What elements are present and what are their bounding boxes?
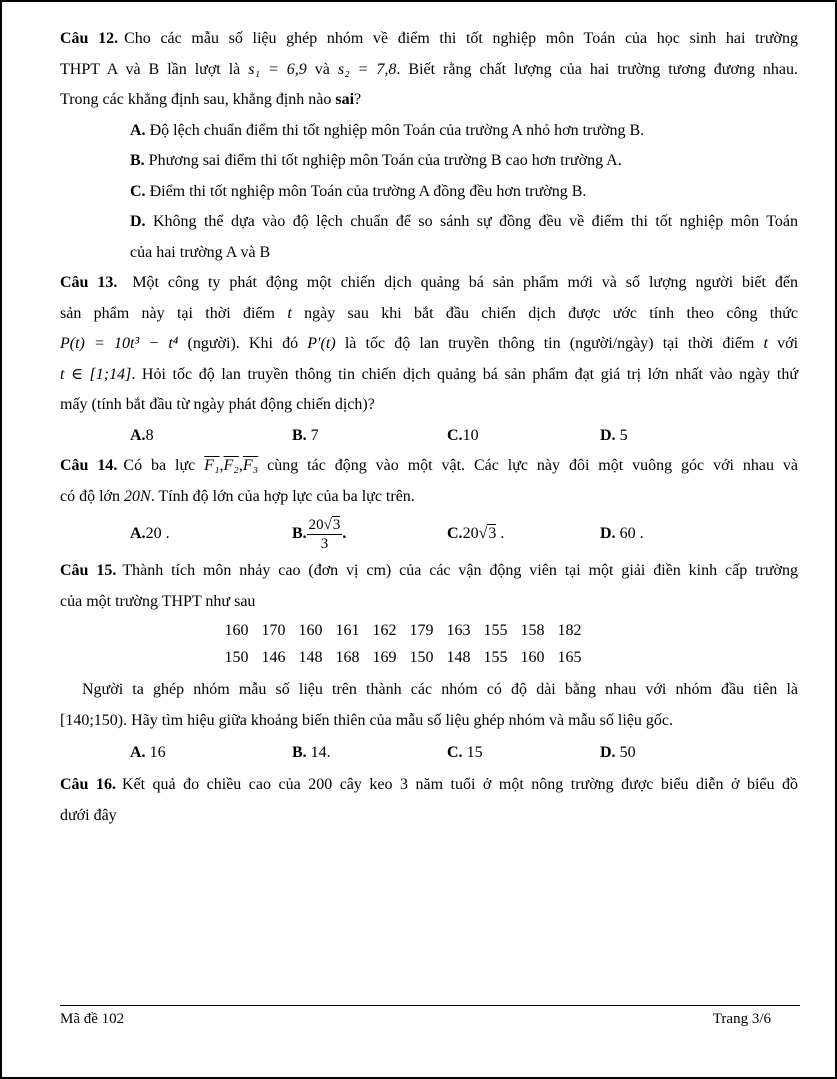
page-number: Trang 3/6 <box>712 1011 771 1027</box>
q14-option-b[interactable]: B. $\frac{20√3}{3}$ . <box>292 516 347 552</box>
q16-line-2: dưới đây <box>60 806 117 824</box>
q13-line-2: sản phẩm này tại thời điểm t ngày sau khi bắt đầu chiến dịch được ước tính theo công thức <box>60 304 799 322</box>
vector-f3: F₃ <box>242 457 259 474</box>
q14-line-1: Câu 14. Có ba lực F₁,F₂,F₃ cùng tác động vào một vật. Các lực này đôi một vuông góc với nhau và <box>60 457 799 474</box>
q12-line-1: Câu 12. Cho các mẫu số liệu ghép nhóm về điểm thi tốt nghiệp môn Toán của học sinh hai trường <box>60 30 799 47</box>
q15-line-1: Câu 15. Thành tích môn nhảy cao (đơn vị cm) của các vận động viên tại một giải điền kinh cấp trường <box>60 562 799 579</box>
question-14 <box>60 451 798 556</box>
q15-option-c[interactable]: C. 15 <box>447 744 483 761</box>
q14-option-a[interactable]: A.20 . <box>130 525 170 542</box>
q14-line-2: có độ lớn 20N. Tính độ lớn của hợp lực của ba lực trên. <box>60 487 415 505</box>
q12-option-d[interactable]: D. Không thể dựa vào độ lệch chuẩn để so sánh sự đồng đều về điểm thi tốt nghiệp môn Toán của hai trường A và B <box>130 213 798 261</box>
q13-option-d[interactable]: D. 5 <box>600 426 628 444</box>
q15-option-d[interactable]: D. 50 <box>600 744 636 761</box>
table-row: 160 170 160 161 162 179 163 155 158 182 <box>224 622 582 639</box>
q14-option-d[interactable]: D. 60 . <box>600 525 644 542</box>
question-number: Câu 13. <box>60 274 118 291</box>
question-number: Câu 12. <box>60 30 119 47</box>
q14-option-c[interactable]: C.20√3 . <box>447 525 505 542</box>
q13-option-c[interactable]: C.10 <box>447 426 479 444</box>
fraction: $\frac{20√3}{3}$ <box>308 516 341 552</box>
q15-option-a[interactable]: A. 16 <box>130 744 166 761</box>
q15-option-b[interactable]: B. 14. <box>292 744 331 761</box>
q13-option-b[interactable]: B. 7 <box>292 426 319 444</box>
q12-option-c[interactable]: C. Điểm thi tốt nghiệp môn Toán của trường A đồng đều hơn trường B. <box>130 182 587 200</box>
q15-line-3: Người ta ghép nhóm mẫu số liệu trên thành các nhóm có độ dài bằng nhau với nhóm đầu tiên là <box>82 681 798 698</box>
question-number: Câu 14. <box>60 457 118 474</box>
q13-line-3: P(t) = 10t³ − t⁴ (người). Khi đó P′(t) là tốc độ lan truyền thông tin (người/ngày) tại thời điểm t với <box>60 335 799 352</box>
page-content <box>60 24 798 831</box>
q12-line-2: THPT A và B lần lượt là s₁ = 6,9 và s₂ = 7,8. Biết rằng chất lượng của hai trường tương đương nhau. <box>60 60 799 78</box>
q15-line-4: [140;150). Hãy tìm hiệu giữa khoảng biến thiên của mẫu số liệu ghép nhóm và mẫu số liệu gốc. <box>60 711 673 729</box>
q12-line-3: Trong các khẳng định sau, khẳng định nào sai? <box>60 91 362 108</box>
data-table <box>218 617 588 671</box>
vector-f1: F₁ <box>204 457 220 474</box>
vector-f2: F₂ <box>223 457 239 474</box>
q12-option-a[interactable]: A. Độ lệch chuẩn điểm thi tốt nghiệp môn Toán của trường A nhỏ hơn trường B. <box>130 121 645 139</box>
q12-option-b[interactable]: B. Phương sai điểm thi tốt nghiệp môn Toán của trường B cao hơn trường A. <box>130 152 622 169</box>
formula-s2: s₂ = 7,8 <box>337 60 397 78</box>
q13-line-1: Câu 13. Một công ty phát động một chiến dịch quảng bá sản phẩm mới và số lượng người biết đến <box>60 274 799 291</box>
footer-divider <box>60 1005 800 1006</box>
exam-code: Mã đề 102 <box>60 1011 125 1027</box>
formula-s1: s₁ = 6,9 <box>248 60 307 78</box>
q13-options <box>60 421 798 452</box>
q16-line-1: Câu 16. Kết quả đo chiều cao của 200 cây keo 3 năm tuổi ở một nông trường được biểu diễn ở biểu đồ <box>60 776 799 793</box>
table-row: 150 146 148 168 169 150 148 155 160 165 <box>224 649 582 666</box>
question-number: Câu 15. <box>60 562 117 579</box>
interval: [140;150) <box>60 711 124 729</box>
formula-domain: t ∈ [1;14] <box>60 365 132 383</box>
q15-line-2: của một trường THPT như sau <box>60 592 256 610</box>
q13-option-a[interactable]: A.8 <box>130 426 154 444</box>
question-16 <box>60 770 798 831</box>
q15-options <box>60 736 798 770</box>
formula-deriv: P′(t) <box>307 335 336 352</box>
question-13 <box>60 268 798 451</box>
question-number: Câu 16. <box>60 776 116 793</box>
q13-line-4: t ∈ [1;14]. Hỏi tốc độ lan truyền thông tin chiến dịch quảng bá sản phẩm đạt giá trị lớn nhất vào ngày thứ <box>60 365 798 383</box>
question-15 <box>60 556 798 770</box>
question-12 <box>60 24 798 268</box>
q14-options <box>60 512 798 556</box>
q13-line-5: mấy (tính bắt đầu từ ngày phát động chiến dịch)? <box>60 396 375 413</box>
formula-p: P(t) = 10t³ − t⁴ <box>60 335 179 352</box>
